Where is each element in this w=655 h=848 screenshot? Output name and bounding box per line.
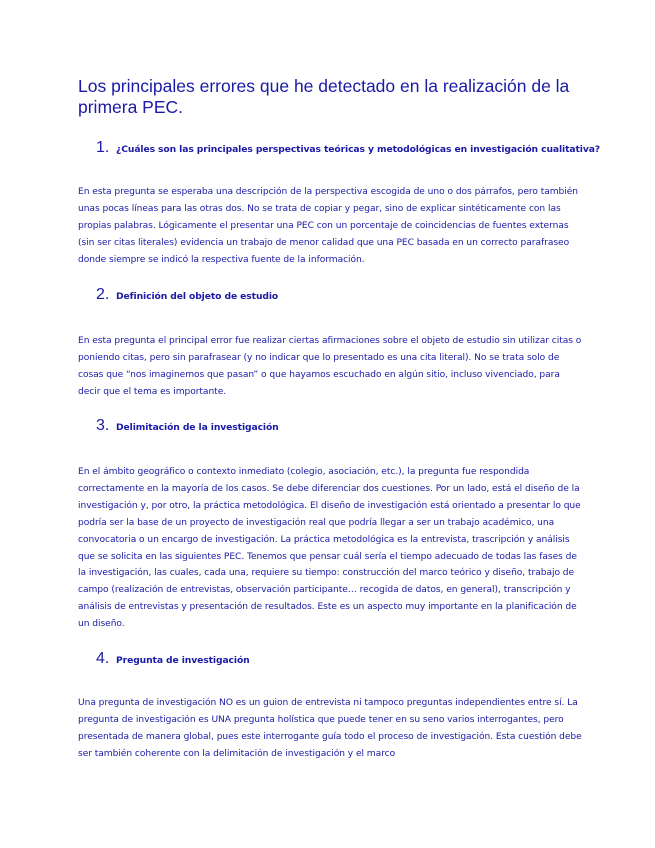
section-body-3: En el ámbito geográfico o contexto inmediato (colegio, asociación, etc.), la pregunta fue respondida correctamente en la mayoría de los casos. Se debe diferenciar dos cuestiones. Por un lado, está el diseño de la investigación y, por otro, la práctica metodológica. El diseño de investigación está orientado a presentar lo que podría ser la base de un proyecto de investigación real que podría llegar a ser un trabajo académico, una convocatoria o un encargo de investigación. La práctica metodológica es la entrevista, trascripción y análisis que se solicita en las siguientes PEC. Tenemos que pensar cuál sería el tiempo adecuado de todas las fases de la investigación, las cuales, cada una, requiere su tiempo: construcción del marco teórico y diseño, trabajo de campo (realización de entrevistas, observación participante… recogida de datos, en general), transcripción y análisis de entrevistas y presentación de resultados. Este es un aspecto muy importante en la planificación de un diseño. [78,467,581,630]
document-title: Los principales errores que he detectado en la realización de la primera PEC. [78,76,570,117]
section-heading-1 [96,139,600,157]
section-body-1: En esta pregunta se esperaba una descripción de la perspectiva escogida de uno o dos párrafos, pero también unas pocas líneas para las otras dos. No se trata de copiar y pegar, sino de explicar sintéticamente con las propias palabras. Lógicamente el presentar una PEC con un porcentaje de coincidencias de fuentes externas (sin ser citas literales) evidencia un trabajo de menor calidad que una PEC basada en un correcto parafraseo donde siempre se indicó la respectiva fuente de la información. [78,187,579,265]
section-title: Delimitación de la investigación [116,422,279,433]
section-number: 3. [96,417,110,434]
section-number: 4. [96,650,110,667]
section-title: Pregunta de investigación [116,655,250,666]
section-body-2: En esta pregunta el principal error fue realizar ciertas afirmaciones sobre el objeto de estudio sin utilizar citas o poniendo citas, pero sin parafrasear (y no indicar que lo presentado es una cita literal). No se trata solo de cosas que “nos imaginemos que pasan” o que hayamos escuchado en algún sitio, incluso vivenciado, para decir que el tema es importante. [78,336,582,397]
section-number: 1. [96,139,110,156]
section-heading-2 [96,286,278,304]
section-title: ¿Cuáles son las principales perspectivas teóricas y metodológicas en investigación cualitativa? [116,144,601,155]
section-body-4: Una pregunta de investigación NO es un guion de entrevista ni tampoco preguntas independientes entre sí. La pregunta de investigación es UNA pregunta holística que puede tener en su seno varios interrogantes, pero presentada de manera global, pues este interrogante guía todo el proceso de investigación. Esta cuestión debe ser también coherente con la delimitación de investigación y el marco [78,698,582,759]
section-heading-4 [96,650,250,668]
section-title: Definición del objeto de estudio [116,291,279,302]
section-number: 2. [96,286,110,303]
section-heading-3 [96,417,279,435]
